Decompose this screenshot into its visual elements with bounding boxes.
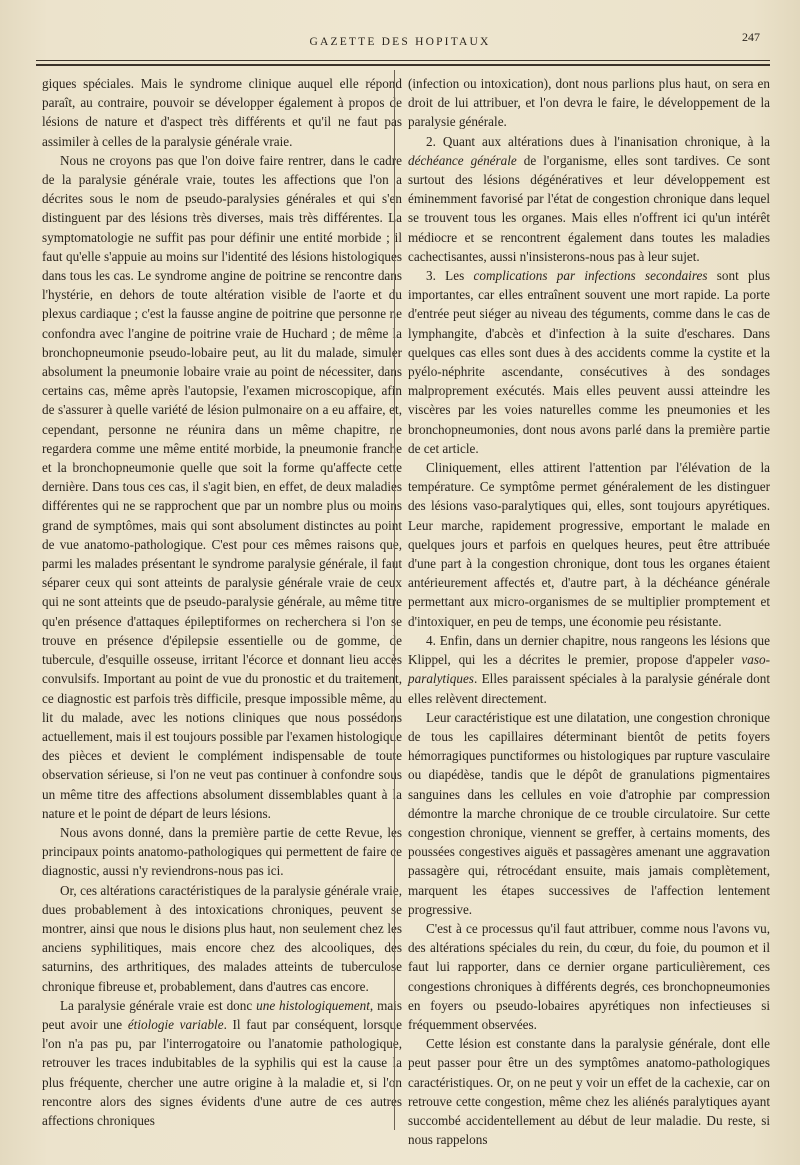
text-run: Nous avons donné, dans la première partie de cette Revue, les principaux points anatomo-pathologiques qui permettent de faire ce diagnostic, aussi n'y reviendrons-nous pas ici. — [42, 824, 402, 879]
paragraph — [42, 996, 402, 1130]
page-number: 247 — [742, 30, 760, 44]
left-column — [42, 74, 403, 1128]
text-run: , mais peut avoir une — [42, 997, 402, 1032]
italic-phrase: vaso-paralytiques — [408, 652, 770, 687]
right-column — [408, 74, 771, 1148]
paragraph — [408, 132, 770, 266]
text-run: C'est à ce processus qu'il faut attribuer, comme nous l'avons vu, des altérations spéciales du rein, du cœur, du foie, du poumon et il faut lui rapporter, dans ce dernier organe particulièrement, ces congestions chroniques à différents degrés, ces bronchopneumonies en foyers ou pseudo-lobaires apyrétiques non infectieuses si fréquemment observées. — [408, 920, 770, 1032]
text-run: (infection ou intoxication), dont nous parlions plus haut, on sera en droit de lui attribuer, et l'on devra le faire, le développement de la paralysie générale. — [408, 76, 770, 130]
continued-paragraph — [42, 74, 402, 151]
text-run: Cliniquement, elles attirent l'attention par l'élévation de la température. Ce symptôme permet généralement de les distinguer des lésions vaso-paralytiques qui, elles, sont toujours apyrétiques. Leur marche, rapidement progressive, emportant le malade en quelques jours et parfois en quelques heures, peut être attribuée d'une part à la congestion chronique, dont tous les organes étaient antérieurement affectés et, d'autre part, à la déchéance générale permettant aux micro-organismes de se multiplier promptement et d'intoxiquer, en peu de temps, une économie peu résistante. — [408, 460, 770, 629]
paragraph — [408, 631, 770, 708]
text-run: sont plus importantes, car elles entraînent souvent une mort rapide. La porte d'entrée peut siéger au niveau des téguments, comme dans le cas de lymphangite, d'abcès et d'infection à la suite d'eschares. Dans quelques cas elles sont dues à des accidents comme la cystite et la pyélo-néphrite ascendante, consécutives à des sondages malproprement exécutés. Mais elles peuvent aussi atteindre les viscères par les voies naturelles comme les pneumonies et les bronchopneumonies, dont nous avons parlé dans la première partie de cet article. — [408, 268, 771, 456]
text-run: 2. Quant aux altérations dues à l'inanisation chronique, à la — [426, 133, 770, 149]
text-run: Leur caractéristique est une dilatation, une congestion chronique de tous les capillaires déterminant bientôt de petits foyers hémorragiques punctiformes ou histologiques par rupture vasculaire ou diapédèse, tandis que le dépôt de granulations pigmentaires sanguines dans les cellules en voie d'atrophie par compression démontre la marche chronique de ce trouble circulatoire. Sur cette congestion chronique, viennent se greffer, à certains moments, des poussées congestives aiguës et passagères amenant une aggravation passagère qui, rétrocédant ensuite, mais jamais complètement, marquent les étapes successives de l'affection lentement progressive. — [408, 709, 770, 917]
text-run: Nous ne croyons pas que l'on doive faire rentrer, dans le cadre de la paralysie générale vraie, toutes les affections que l'on a décrites sous le nom de pseudo-paralysies générales et qui s'en distinguent par des lésions très diverses, mais très différentes. La symptomatologie ne suffit pas pour définir une entité morbide ; il faut qu'elle s'appuie au moins sur l'identité des lésions histologiques dans tous les cas. Le syndrome angine de poitrine se rencontre dans l'hystérie, en dehors de toute altération visible de l'aorte et du plexus cardiaque ; c'est la fausse angine de poitrine que personne ne confondra avec l'angine de poitrine vraie de Huchard ; de même la bronchopneumonie pseudo-lobaire peut, au lit du malade, simuler absolument la pneumonie lobaire vraie au point de nécessiter, dans certains cas, même après l'autopsie, l'examen microscopique, afin de s'assurer à quelle variété de lésion pulmonaire on a eu affaire, et, cependant, personne ne réunira dans un même chapitre, ne regardera comme une même entité morbide, la pneumonie franche et la bronchopneumonie quelle que soit la forme qu'affecte cette dernière. Dans tous ces cas, il s'agit bien, en effet, de deux maladies différentes qui ne se rapprochent que par un nombre plus ou moins grand de symptômes, mais qui sont absolument distinctes au point de vue anatomo-pathologique. C'est pour ces mêmes raisons que, parmi les malades présentant le syndrome paralysie générale, il faut séparer ceux qui sont atteints de paralysie générale vraie de ceux qui ne sont atteints que de pseudo-paralysie générale, au même titre qu'en présence d'attaques épileptiformes on recherchera si l'on se trouve en présence d'épilepsie essentielle ou de gomme, de tubercule, d'esquille osseuse, irritant l'écorce et donnant lieu accès convulsifs. Important au point de vue du pronostic et du traitement, ce diagnostic est parfois très difficile, presque impossible même, au lit du malade, avec les notions cliniques que nous possédons actuellement, mais il est toujours possible par l'examen histologique des pièces et devient le complément indispensable de toute observation sérieuse, si l'on ne veut pas continuer à confondre sous un même titre des affections absolument dissemblables quant à la nature et le point de départ de leurs lésions. — [42, 152, 402, 821]
header-rule-thick — [36, 64, 770, 66]
text-run: 3. Les — [426, 268, 474, 284]
column-divider — [394, 70, 395, 1130]
italic-phrase: une histologiquement — [256, 997, 370, 1013]
italic-phrase: déchéance générale — [408, 152, 517, 168]
running-title: GAZETTE DES HOPITAUX — [309, 36, 491, 48]
paragraph — [408, 266, 770, 458]
paragraph — [408, 458, 770, 631]
paragraph — [408, 708, 770, 919]
text-run: de l'organisme, elles sont tardives. Ce sont surtout des lésions dégénératives et leur développement est éminemment favorisé par l'état de congestion chronique dans lequel se trouvent tous les organes. Mais elles n'offrent ici qu'un intérêt médiocre et se rencontrent également dans toutes les maladies cachectisantes, aussi n'insisterons-nous pas à leur sujet. — [408, 152, 771, 264]
paragraph — [408, 919, 770, 1034]
italic-phrase: complications par infections secondaires — [473, 268, 708, 284]
continued-paragraph — [408, 74, 770, 132]
paragraph — [42, 823, 402, 881]
italic-phrase: étiologie variable — [127, 1016, 224, 1032]
text-run: giques spéciales. Mais le syndrome clinique auquel elle répond paraît, au contraire, pouvoir se développer également à propos de lésions de nature et d'aspect très différents et qu'il ne faut pas assimiler à celles de la paralysie générale vraie. — [42, 76, 402, 149]
text-run: . Elles paraissent spéciales à la paralysie générale dont elles relèvent directement. — [408, 671, 770, 706]
text-run: Or, ces altérations caractéristiques de la paralysie générale vraie, dues probablement à des intoxications chroniques, peuvent se montrer, ainsi que nous le disions plus haut, non seulement chez les anciens syphilitiques, mais encore chez des alcooliques, des saturnins, des arthritiques, des malades atteints de tuberculose chronique fibreuse et, probablement, dans d'autres cas encore. — [42, 882, 402, 994]
text-run: . Il faut par conséquent, lorsque l'on n'a pas pu, par l'interrogatoire ou l'anatomie pathologique, retrouver les traces indubitables de la syphilis qui est la cause la plus fréquente, chercher une autre origine à la maladie et, si l'on rencontre alors des signes évidents d'une autre de ces autres affections chroniques — [42, 1016, 403, 1128]
text-run: La paralysie générale vraie est donc — [60, 997, 257, 1013]
text-run: 4. Enfin, dans un dernier chapitre, nous rangeons les lésions que Klippel, qui les a décrites le premier, propose d'appeler — [408, 632, 770, 668]
text-run: Cette lésion est constante dans la paralysie générale, dont elle peut passer pour être un des symptômes anatomo-pathologiques caractéristiques. Or, on ne peut y voir un effet de la cachexie, car on retrouve cette congestion, même chez les aliénés paralytiques ayant succombé accidentellement au début de leur maladie. Du reste, si nous rappelons — [408, 1036, 770, 1148]
paragraph — [42, 881, 402, 996]
paragraph — [42, 151, 402, 823]
paragraph — [408, 1034, 770, 1149]
header-rule-thin — [36, 60, 770, 61]
page-header — [40, 30, 760, 54]
